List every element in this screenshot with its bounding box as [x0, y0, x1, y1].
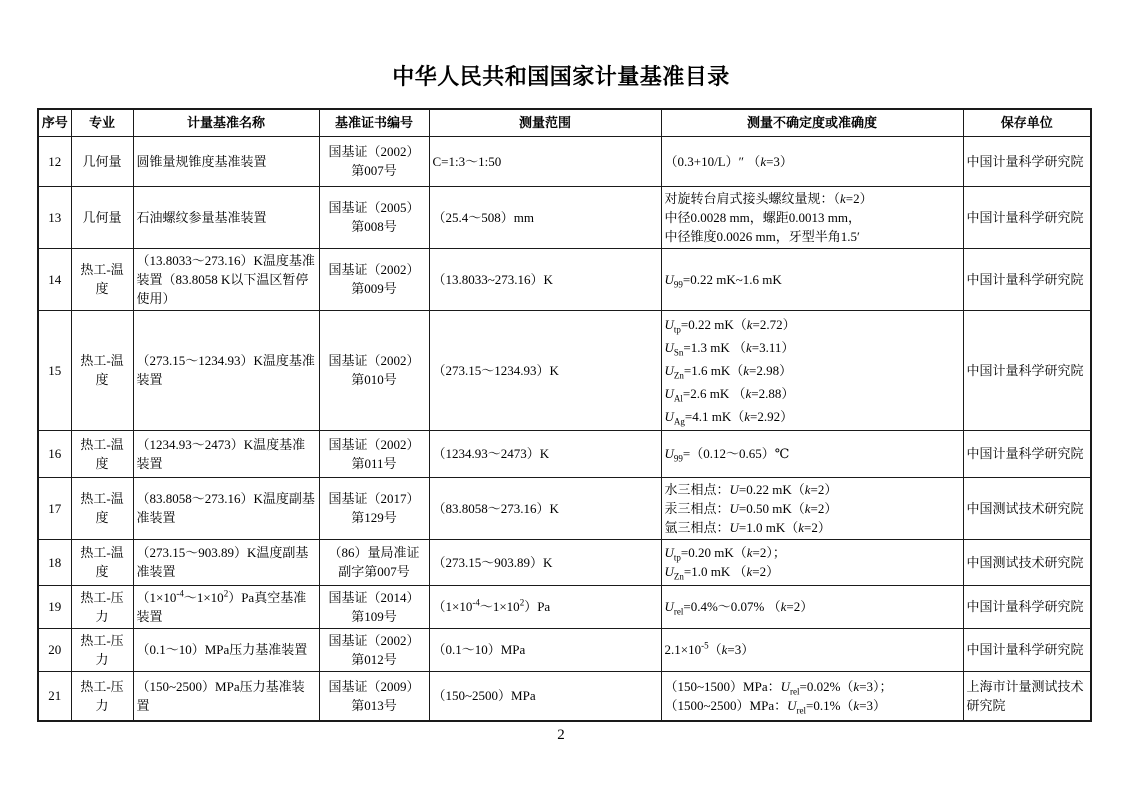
column-header-range: 测量范围	[429, 109, 661, 136]
cell-keeper: 中国测试技术研究院	[963, 539, 1091, 585]
cell-uncertainty: （150~1500）MPa：$U_{rel}=0.02\%(k=3)$； （1500~2500）MPa：$U_{rel}=0.1\%(k=3)$	[661, 671, 963, 721]
cell-standard-name: 石油螺纹参量基准装置	[133, 186, 319, 248]
cell-specialty: 热工-压力	[71, 671, 133, 721]
cell-keeper: 中国计量科学研究院	[963, 186, 1091, 248]
cell-keeper: 中国计量科学研究院	[963, 628, 1091, 671]
cell-serial: 20	[38, 628, 71, 671]
cell-standard-name: （273.15～903.89）K温度副基准装置	[133, 539, 319, 585]
column-header-certificate: 基准证书编号	[319, 109, 429, 136]
table-row	[38, 186, 1091, 248]
cell-certificate: 国基证（2017） 第129号	[319, 477, 429, 539]
cell-certificate: 国基证（2002） 第007号	[319, 136, 429, 186]
cell-serial: 18	[38, 539, 71, 585]
table-row	[38, 671, 1091, 721]
column-header-serial: 序号	[38, 109, 71, 136]
standards-table	[37, 108, 1092, 722]
cell-range: （83.8058～273.16）K	[429, 477, 661, 539]
cell-serial: 16	[38, 430, 71, 477]
cell-specialty: 热工-温度	[71, 430, 133, 477]
cell-range: （273.15～903.89）K	[429, 539, 661, 585]
cell-standard-name: 圆锥量规锥度基准装置	[133, 136, 319, 186]
cell-certificate: 国基证（2002） 第009号	[319, 248, 429, 310]
cell-standard-name: （150~2500）MPa压力基准装置	[133, 671, 319, 721]
cell-specialty: 热工-温度	[71, 248, 133, 310]
table-header	[38, 109, 1091, 136]
cell-range: （0.1～10）MPa	[429, 628, 661, 671]
table-row	[38, 477, 1091, 539]
cell-specialty: 热工-温度	[71, 477, 133, 539]
cell-keeper: 中国计量科学研究院	[963, 585, 1091, 628]
cell-standard-name: （0.1～10）MPa压力基准装置	[133, 628, 319, 671]
cell-certificate: 国基证（2009） 第013号	[319, 671, 429, 721]
cell-keeper: 中国计量科学研究院	[963, 430, 1091, 477]
cell-certificate: （86）量局准证 副字第007号	[319, 539, 429, 585]
cell-certificate: 国基证（2002） 第010号	[319, 310, 429, 430]
cell-uncertainty: $U_{rel}=0.4\%\sim 0.07\%$ （k=2）	[661, 585, 963, 628]
cell-certificate: 国基证（2005） 第008号	[319, 186, 429, 248]
cell-range: （273.15～1234.93）K	[429, 310, 661, 430]
cell-serial: 13	[38, 186, 71, 248]
cell-serial: 12	[38, 136, 71, 186]
cell-keeper: 中国测试技术研究院	[963, 477, 1091, 539]
cell-standard-name: （83.8058～273.16）K温度副基准装置	[133, 477, 319, 539]
table-header-row	[38, 109, 1091, 136]
cell-specialty: 热工-温度	[71, 310, 133, 430]
cell-keeper: 中国计量科学研究院	[963, 136, 1091, 186]
cell-standard-name: （1234.93～2473）K温度基准装置	[133, 430, 319, 477]
cell-certificate: 国基证（2002） 第011号	[319, 430, 429, 477]
cell-uncertainty: 水三相点：U=0.22 mK（k=2） 汞三相点：U=0.50 mK（k=2） 氩三相点：U=1.0 mK（k=2）	[661, 477, 963, 539]
column-header-standard-name: 计量基准名称	[133, 109, 319, 136]
cell-range: （1234.93～2473）K	[429, 430, 661, 477]
cell-specialty: 热工-压力	[71, 585, 133, 628]
column-header-keeper: 保存单位	[963, 109, 1091, 136]
cell-keeper: 中国计量科学研究院	[963, 310, 1091, 430]
cell-keeper: 上海市计量测试技术研究院	[963, 671, 1091, 721]
cell-range: （13.8033~273.16）K	[429, 248, 661, 310]
table-row	[38, 136, 1091, 186]
cell-uncertainty: $U_{tp}=0.22$ mK（k=2.72） $U_{Sn}=1.3$ mK （k=3.11） $U_{Zn}=1.6$ mK（k=2.98） $U_{Al}=2.6$ mK （k=2.88） $U_{Ag}=4.1$ mK（k=2.92）	[661, 310, 963, 430]
cell-range: $(1\times 10^{-4}\sim 1\times 10^2)Pa$	[429, 585, 661, 628]
table-body	[38, 136, 1091, 721]
table-row	[38, 310, 1091, 430]
document-title: 中华人民共和国国家计量基准目录	[392, 64, 730, 89]
cell-uncertainty: $U_{99}=0.22$ mK~1.6 mK	[661, 248, 963, 310]
cell-range: （150~2500）MPa	[429, 671, 661, 721]
cell-specialty: 几何量	[71, 186, 133, 248]
cell-standard-name: $(1\times 10^{-4}\sim 1\times 10^2)Pa$真空基准装置	[133, 585, 319, 628]
cell-uncertainty: 对旋转台肩式接头螺纹量规：（k=2） 中径0.0028 mm，螺距0.0013 mm， 中径锥度0.0026 mm，牙型半角1.5′	[661, 186, 963, 248]
page-number: 2	[557, 727, 565, 743]
cell-certificate: 国基证（2014） 第109号	[319, 585, 429, 628]
cell-standard-name: （273.15～1234.93）K温度基准装置	[133, 310, 319, 430]
cell-serial: 21	[38, 671, 71, 721]
table-row	[38, 628, 1091, 671]
table-row	[38, 539, 1091, 585]
cell-specialty: 热工-压力	[71, 628, 133, 671]
cell-standard-name: （13.8033～273.16）K温度基准装置（83.8058 K以下温区暂停使用）	[133, 248, 319, 310]
cell-serial: 17	[38, 477, 71, 539]
table-row	[38, 430, 1091, 477]
column-header-specialty: 专业	[71, 109, 133, 136]
cell-certificate: 国基证（2002） 第012号	[319, 628, 429, 671]
table-row	[38, 248, 1091, 310]
column-header-uncertainty: 测量不确定度或准确度	[661, 109, 963, 136]
cell-serial: 14	[38, 248, 71, 310]
cell-specialty: 热工-温度	[71, 539, 133, 585]
cell-serial: 15	[38, 310, 71, 430]
cell-range: （25.4～508）mm	[429, 186, 661, 248]
cell-range: C=1:3～1:50	[429, 136, 661, 186]
cell-uncertainty: $2.1\times 10^{-5}(k=3)$	[661, 628, 963, 671]
cell-specialty: 几何量	[71, 136, 133, 186]
cell-serial: 19	[38, 585, 71, 628]
cell-keeper: 中国计量科学研究院	[963, 248, 1091, 310]
table-row	[38, 585, 1091, 628]
cell-uncertainty: $U_{99}=(0.12\sim 0.65)℃$	[661, 430, 963, 477]
cell-uncertainty: （0.3+10/L）″ （k=3）	[661, 136, 963, 186]
cell-uncertainty: $U_{tp}=0.20$ mK（k=2）； $U_{Zn}=1.0$ mK （k=2）	[661, 539, 963, 585]
